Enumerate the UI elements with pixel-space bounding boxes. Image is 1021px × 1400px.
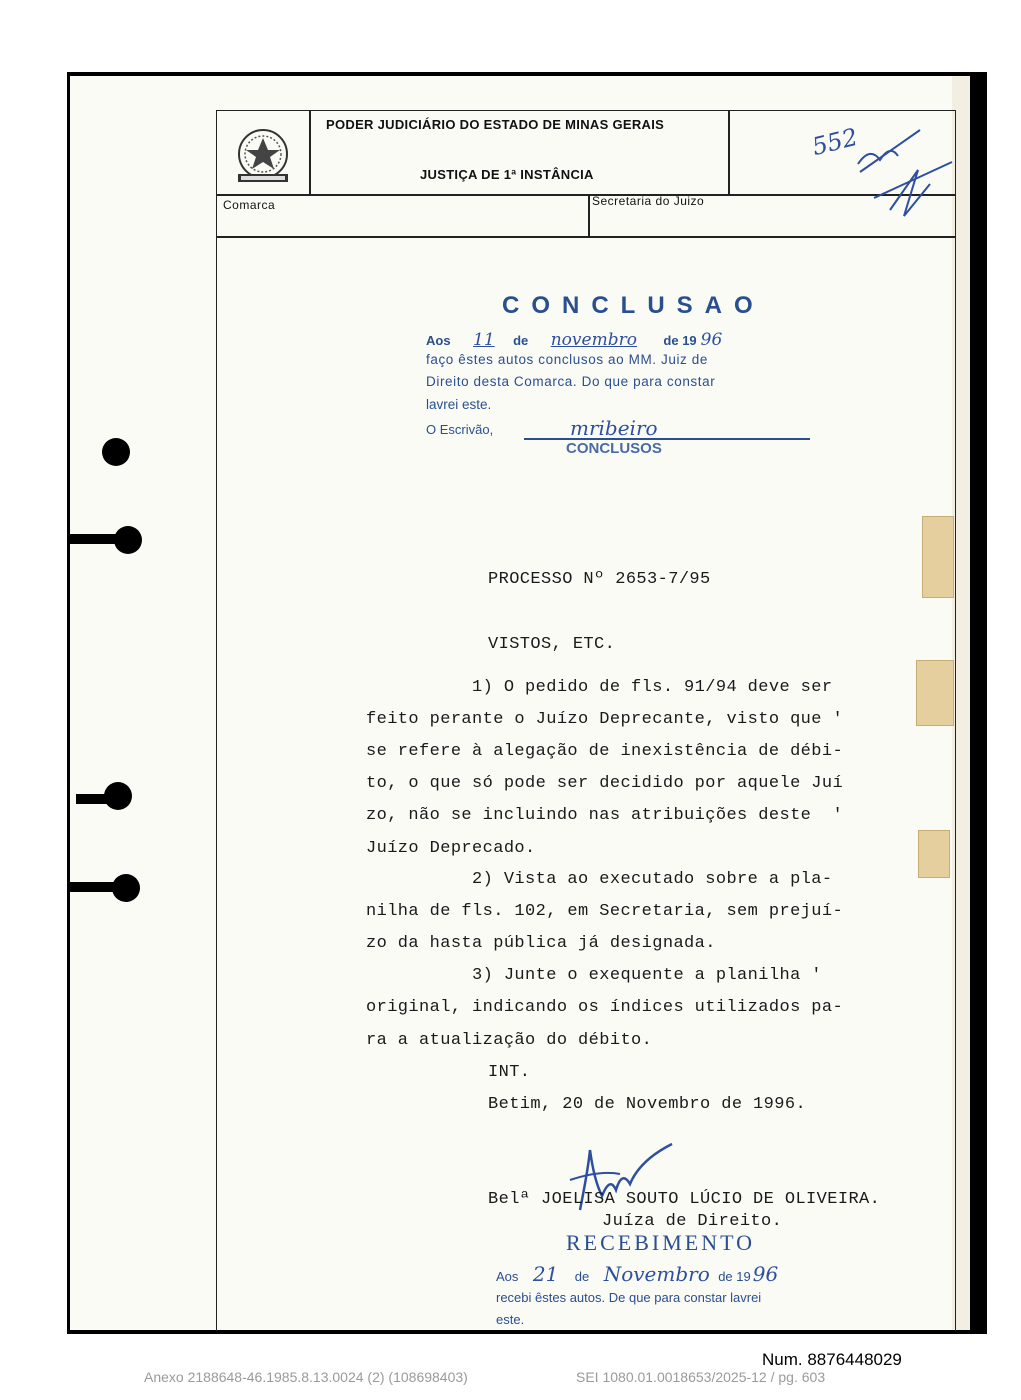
body-line: zo, não se incluindo nas atribuições deste ': [366, 806, 844, 825]
processo-number: PROCESSO Nº 2653-7/95: [488, 570, 711, 589]
handwritten-page-number: 552: [809, 122, 861, 162]
conclusao-stamp-title: CONCLUSAO: [502, 292, 765, 319]
conclusao-month: novembro: [550, 330, 637, 350]
body-line: se refere à alegação de inexistência de débi-: [366, 742, 844, 761]
int-line: INT.: [488, 1063, 531, 1082]
body-line: nilha de fls. 102, em Secretaria, sem prejuí-: [366, 902, 844, 921]
document-number: Num. 8876448029: [762, 1350, 902, 1369]
body-line: 1) O pedido de fls. 91/94 deve ser: [366, 678, 833, 697]
recebimento-line-3: este.: [496, 1312, 525, 1327]
de-19-label: de 19: [663, 333, 697, 348]
punch-hole-tear: [70, 882, 116, 892]
aos-label: Aos: [496, 1269, 519, 1284]
recebimento-day: 21: [532, 1262, 559, 1286]
conclusao-year: 96: [700, 330, 723, 350]
recebimento-stamp-title: RECEBIMENTO: [566, 1230, 756, 1255]
body-line: feito perante o Juízo Deprecante, visto que ': [366, 710, 844, 729]
body-line: to, o que só pode ser decidido por aquele Juí: [366, 774, 844, 793]
body-line: 2) Vista ao executado sobre a pla-: [366, 870, 833, 889]
recebimento-month: Novembro: [603, 1262, 710, 1286]
coat-of-arms-icon: [228, 124, 298, 190]
body-line: Juízo Deprecado.: [366, 839, 536, 858]
body-line: ra a atualização do débito.: [366, 1031, 653, 1050]
comarca-label: Comarca: [223, 198, 276, 212]
date-place-line: Betim, 20 de Novembro de 1996.: [488, 1095, 807, 1114]
vistos-heading: VISTOS, ETC.: [488, 635, 616, 654]
punch-hole: [112, 874, 140, 902]
body-line: original, indicando os índices utilizados pa-: [366, 998, 844, 1017]
divider: [216, 236, 956, 238]
conclusao-line-4: lavrei este.: [426, 397, 492, 412]
body-line: zo da hasta pública já designada.: [366, 934, 716, 953]
conclusao-line-3: Direito desta Comarca. Do que para constar: [426, 374, 716, 389]
secretaria-label: Secretaria do Juizo: [592, 194, 705, 208]
court-title: PODER JUDICIÁRIO DO ESTADO DE MINAS GERAIS: [326, 117, 665, 132]
aos-label: Aos: [426, 333, 451, 348]
escrivao-signature: mribeiro: [570, 416, 658, 440]
anexo-reference: Anexo 2188648-46.1985.8.13.0024 (2) (108698403): [144, 1369, 468, 1385]
punch-hole-tear: [76, 794, 110, 804]
instance-title: JUSTIÇA DE 1ª INSTÂNCIA: [420, 167, 594, 182]
recebimento-line-2: recebi êstes autos. De que para constar lavrei: [496, 1290, 762, 1305]
punch-hole-tear: [70, 534, 120, 544]
de-label: de: [513, 333, 529, 348]
recebimento-year: 96: [752, 1262, 779, 1286]
de-label: de: [574, 1269, 590, 1284]
crossed-out-annotations: [840, 124, 960, 224]
escrivao-label: O Escrivão,: [426, 422, 494, 437]
judge-name: Belª JOELISA SOUTO LÚCIO DE OLIVEIRA.: [488, 1190, 881, 1209]
conclusos-stamp: CONCLUSOS: [566, 440, 662, 457]
divider: [588, 194, 590, 236]
divider: [309, 110, 311, 194]
recebimento-date-line: [496, 1262, 896, 1286]
de-19-label: de 19: [718, 1269, 751, 1284]
divider: [728, 110, 730, 194]
conclusao-day: 11: [473, 330, 495, 350]
sei-reference: SEI 1080.01.0018653/2025-12 / pg. 603: [576, 1369, 826, 1385]
punch-hole: [102, 438, 130, 466]
body-line: 3) Junte o exequente a planilha ': [366, 966, 822, 985]
conclusao-line-2: faço êstes autos conclusos ao MM. Juiz de: [426, 352, 708, 367]
judge-title: Juíza de Direito.: [602, 1212, 783, 1231]
conclusao-date-line: [426, 330, 818, 350]
